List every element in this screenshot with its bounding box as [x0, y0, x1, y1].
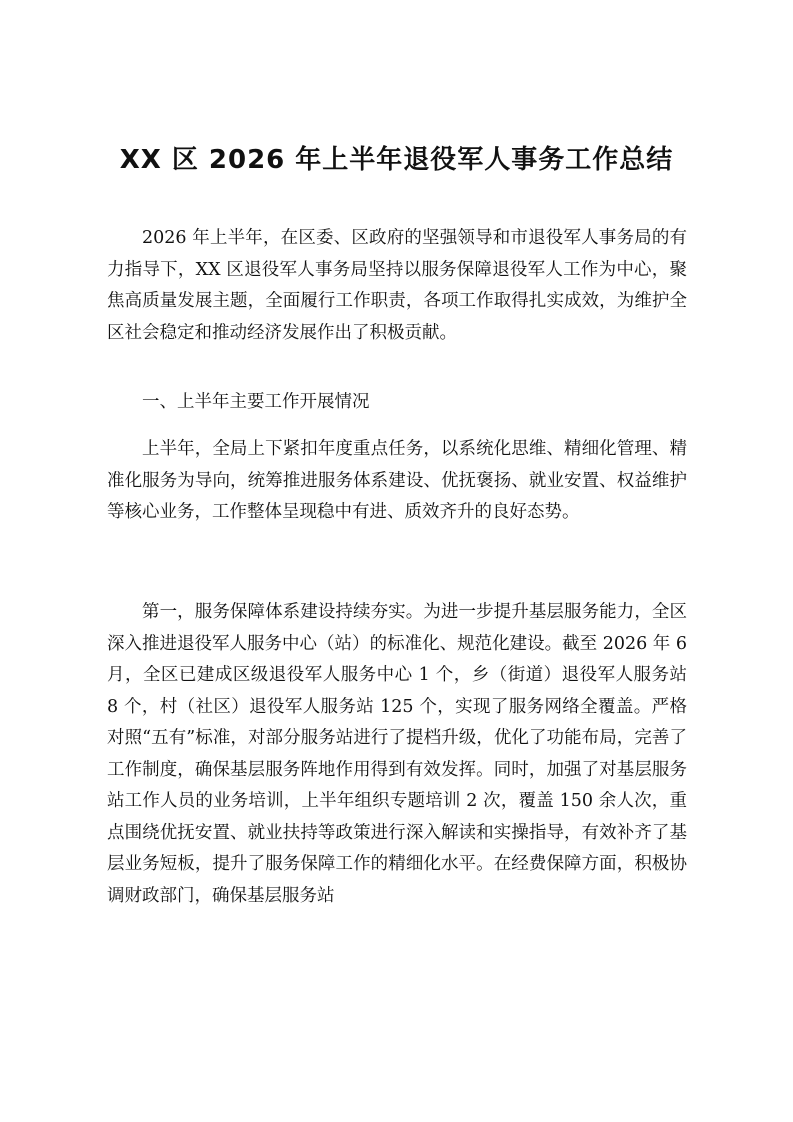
paragraph-intro: 2026 年上半年，在区委、区政府的坚强领导和市退役军人事务局的有力指导下，XX 区退役军人事务局坚持以服务保障退役军人工作为中心，聚焦高质量发展主题，全面履行工作职责，各项工作取得扎实成效，为维护全区社会稳定和推动经济发展作出了积极贡献。 [107, 228, 687, 343]
section-heading: 一、上半年主要工作开展情况 [142, 392, 370, 412]
paragraph-service-system: 第一，服务保障体系建设持续夯实。为进一步提升基层服务能力，全区深入推进退役军人服务中心（站）的标准化、规范化建设。截至 2026 年 6 月，全区已建成区级退役军人服务中心 1 个，乡（街道）退役军人服务站 8 个，村（社区）退役军人服务站 125 个，实现了服务网络全覆盖。严格对照“五有”标准，对部分服务站进行了提档升级，优化了功能布局，完善了工作制度，确保基层服务阵地作用得到有效发挥。同时，加强了对基层服务站工作人员的业务培训，上半年组织专题培训 2 次，覆盖 150 余人次，重点围绕优抚安置、就业扶持等政策进行深入解读和实操指导，有效补齐了基层业务短板，提升了服务保障工作的精细化水平。在经费保障方面，积极协调财政部门，确保基层服务站 [107, 602, 687, 906]
paragraph-overview: 上半年，全局上下紧扣年度重点任务，以系统化思维、精细化管理、精准化服务为导向，统筹推进服务体系建设、优抚褒扬、就业安置、权益维护等核心业务，工作整体呈现稳中有进、质效齐升的良好态势。 [107, 439, 687, 522]
document-title: XX 区 2026 年上半年退役军人事务工作总结 [119, 145, 674, 175]
